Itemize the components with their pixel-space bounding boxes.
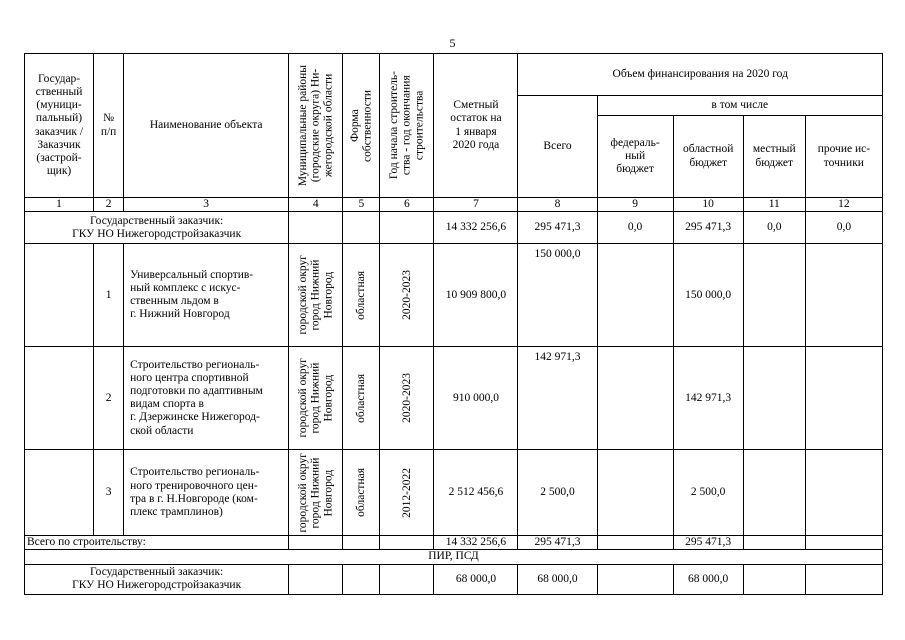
customer-federal: 0,0 — [597, 212, 673, 244]
col-num-8: 8 — [518, 198, 597, 212]
customer-total: 295 471,3 — [518, 212, 597, 244]
col-num-12: 12 — [805, 198, 882, 212]
page-number: 5 — [449, 36, 456, 50]
object-district: городской округ город Нижний Новгород — [296, 358, 335, 438]
col-num-6: 6 — [380, 198, 434, 212]
construction-total-estimate: 14 332 256,6 — [434, 536, 518, 550]
object-number: 3 — [94, 450, 124, 536]
customer-regional: 295 471,3 — [673, 212, 743, 244]
col-num-1: 1 — [25, 198, 94, 212]
customer-2-regional: 68 000,0 — [673, 564, 743, 594]
customer-label: Государственный заказчик: ГКУ НО Нижегородстройзаказчик — [25, 212, 289, 244]
object-estimate: 10 909 800,0 — [434, 244, 518, 347]
col-num-7: 7 — [434, 198, 518, 212]
table-row — [25, 450, 883, 536]
object-district: городской округ город Нижний Новгород — [296, 452, 335, 533]
header-customer: Государ- ственный (муници- пальный) заказчик / Заказчик (застрой- щик) — [25, 54, 94, 198]
header-local: местный бюджет — [743, 116, 805, 198]
header-district: Муниципальные районы (городские округа) Ни- жегородской области — [296, 64, 335, 187]
customer-other: 0,0 — [805, 212, 882, 244]
object-ownership: областная — [355, 373, 367, 423]
col-num-11: 11 — [743, 198, 805, 212]
section-pir: ПИР, ПСД — [25, 550, 883, 564]
construction-total-total: 295 471,3 — [518, 536, 597, 550]
object-total: 150 000,0 — [518, 244, 597, 347]
object-regional: 142 971,3 — [673, 347, 743, 450]
object-total: 142 971,3 — [518, 347, 597, 450]
object-number: 1 — [94, 244, 124, 347]
customer-estimate: 14 332 256,6 — [434, 212, 518, 244]
object-ownership: областная — [355, 270, 367, 320]
header-object-name: Наименование объекта — [124, 54, 289, 198]
header-years: Год начала строитель- ства - год окончания строительства — [387, 71, 426, 180]
customer-2-total: 68 000,0 — [518, 564, 597, 594]
object-estimate: 910 000,0 — [434, 347, 518, 450]
object-name: Строительство региональ- ного центра спортивной подготовки по адаптивным видам спорта в г. Дзержинске Нижегород- ской области — [124, 347, 289, 450]
header-ownership: Форма собственности — [348, 89, 374, 162]
col-num-4: 4 — [289, 198, 343, 212]
object-number: 2 — [94, 347, 124, 450]
construction-total-regional: 295 471,3 — [673, 536, 743, 550]
col-num-9: 9 — [597, 198, 673, 212]
header-regional: областной бюджет — [673, 116, 743, 198]
financing-table — [24, 53, 883, 595]
header-number: № п/п — [94, 54, 124, 198]
header-funding: Объем финансирования на 2020 год — [518, 54, 883, 96]
object-years: 2020-2023 — [400, 373, 413, 424]
object-regional: 150 000,0 — [673, 244, 743, 347]
object-years: 2012-2022 — [400, 467, 413, 518]
customer-2-estimate: 68 000,0 — [434, 564, 518, 594]
header-other: прочие ис- точники — [805, 116, 882, 198]
construction-total-label: Всего по строительству: — [25, 536, 289, 550]
object-years: 2020-2023 — [400, 270, 413, 321]
object-district: городской округ город Нижний Новгород — [296, 255, 335, 335]
object-name: Универсальный спортив- ный комплекс с искус- ственным льдом в г. Нижний Новгород — [124, 244, 289, 347]
col-num-3: 3 — [124, 198, 289, 212]
col-num-2: 2 — [94, 198, 124, 212]
table-row — [25, 244, 883, 347]
header-estimate: Сметный остаток на 1 января 2020 года — [434, 54, 518, 198]
object-regional: 2 500,0 — [673, 450, 743, 536]
object-estimate: 2 512 456,6 — [434, 450, 518, 536]
object-total: 2 500,0 — [518, 450, 597, 536]
col-num-10: 10 — [673, 198, 743, 212]
header-total: Всего — [518, 96, 597, 198]
customer-local: 0,0 — [743, 212, 805, 244]
col-num-5: 5 — [343, 198, 380, 212]
object-ownership: областная — [355, 468, 367, 518]
customer-2-label: Государственный заказчик: ГКУ НО Нижегородстройзаказчик — [25, 564, 289, 594]
table-row — [25, 347, 883, 450]
header-including: в том числе — [597, 96, 882, 116]
object-name: Строительство региональ- ного тренировочного цен- тра в г. Н.Новгороде (ком- плекс трамплинов) — [124, 450, 289, 536]
header-federal: федераль- ный бюджет — [597, 116, 673, 198]
